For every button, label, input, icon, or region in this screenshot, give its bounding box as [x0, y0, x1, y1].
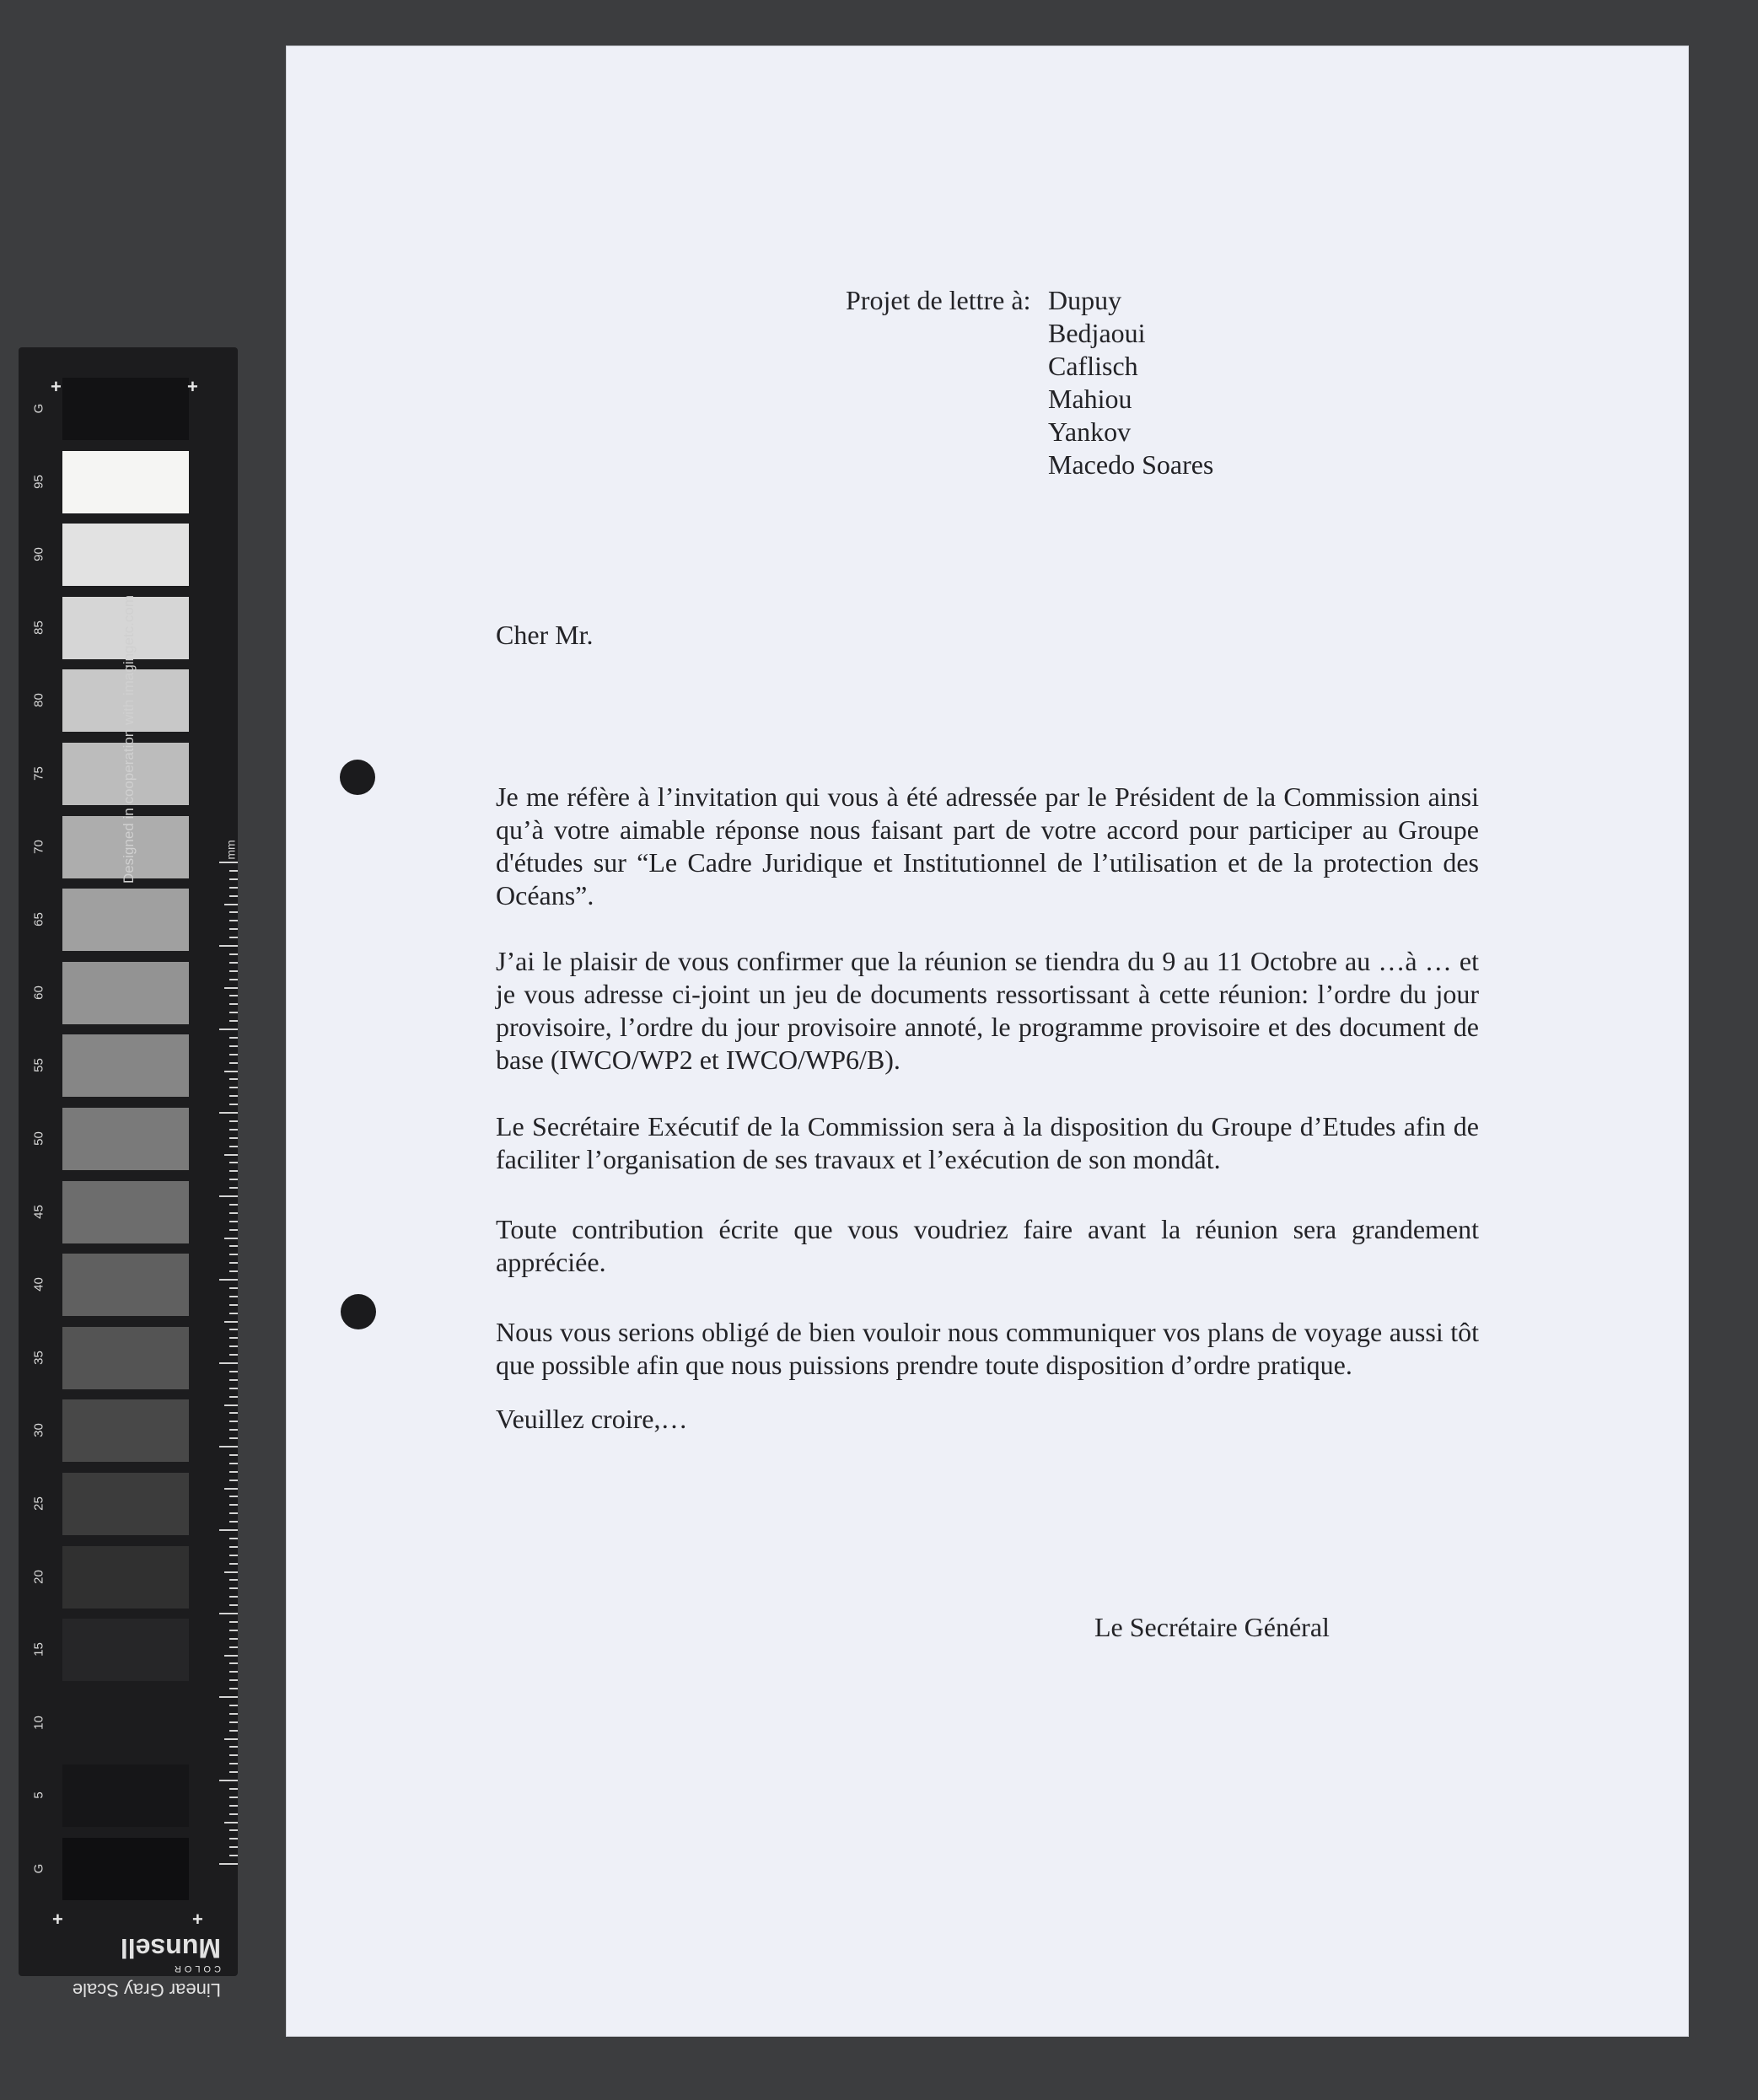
recipient: Macedo Soares [1048, 449, 1214, 480]
ruler-tick [229, 1721, 238, 1723]
ruler-tick [229, 1087, 238, 1088]
ruler-tick [229, 1512, 238, 1514]
gray-patch [62, 1034, 189, 1097]
ruler-tick [229, 1855, 238, 1856]
registration-mark: + [52, 1909, 63, 1930]
scale-number: 5 [31, 1791, 46, 1800]
ruler-tick [224, 1655, 238, 1657]
ruler-tick [219, 1613, 238, 1614]
ruler-tick [229, 1829, 238, 1831]
ruler-tick [229, 1313, 238, 1314]
ruler-tick [229, 1421, 238, 1422]
scale-number: 20 [31, 1569, 46, 1584]
ruler-tick [219, 1279, 238, 1281]
ruler-tick [229, 928, 238, 930]
ruler-tick [224, 1071, 238, 1072]
ruler-tick [229, 979, 238, 980]
ruler-tick [229, 995, 238, 996]
scale-name: Linear Gray Scale [72, 1979, 221, 2001]
ruler-tick [229, 1763, 238, 1764]
gray-patch [62, 1399, 189, 1462]
ruler-tick [229, 1245, 238, 1247]
gray-patch [62, 1181, 189, 1243]
paragraph: J’ai le plaisir de vous confirmer que la réunion se tiendra du 9 au 11 Octobre au …à … et je vous adresse ci-joint un jeu de documents ressortissant à cette réunion: l’ordre du jour provisoire, l’ordre du jour provisoire annoté, le programme provisoire et des document de base (IWCO/WP2 et IWCO/WP6/B). [496, 946, 1479, 1075]
paragraph: Toute contribution écrite que vous voudriez faire avant la réunion sera grandement appréciée. [496, 1214, 1479, 1277]
recipient: Caflisch [1048, 351, 1138, 381]
ruler-tick [229, 1437, 238, 1439]
salutation: Cher Mr. [496, 620, 594, 650]
gray-patch [62, 1546, 189, 1609]
brand-logo [52, 1932, 221, 1974]
ruler-tick [224, 1154, 238, 1156]
registration-mark: + [187, 376, 198, 397]
recipient: Bedjaoui [1048, 318, 1146, 348]
ruler-tick [229, 1187, 238, 1189]
ruler-tick [229, 970, 238, 972]
ruler-tick [229, 1262, 238, 1264]
gray-patch [62, 1327, 189, 1389]
ruler-tick [229, 1221, 238, 1222]
ruler-tick [229, 1813, 238, 1815]
ruler-tick [229, 1304, 238, 1306]
ruler-tick [229, 1045, 238, 1047]
ruler-tick [229, 1688, 238, 1689]
ruler-tick [229, 1120, 238, 1122]
ruler-tick [229, 1705, 238, 1706]
ruler-tick [219, 1780, 238, 1781]
gray-patch [62, 378, 189, 440]
ruler-tick [229, 1379, 238, 1381]
ruler-tick [229, 1104, 238, 1105]
ruler-tick [224, 1822, 238, 1823]
ruler-tick [229, 1454, 238, 1456]
ruler-unit: mm [223, 840, 238, 860]
ruler-tick [224, 1488, 238, 1490]
scale-number: 10 [31, 1715, 46, 1730]
ruler-tick [229, 1555, 238, 1556]
scale-number: 55 [31, 1058, 46, 1073]
ruler-tick [229, 1270, 238, 1272]
brand-name: Munsell [120, 1933, 221, 1963]
ruler-tick [229, 1345, 238, 1347]
ruler-tick [229, 1146, 238, 1147]
ruler-tick [229, 1412, 238, 1414]
scale-number: 30 [31, 1423, 46, 1438]
ruler-tick [219, 1696, 238, 1698]
scale-number: 15 [31, 1642, 46, 1657]
mm-ruler [218, 862, 238, 1873]
recipients-list [1048, 284, 1213, 481]
recipient: Dupuy [1048, 285, 1122, 315]
ruler-tick [229, 1212, 238, 1214]
scale-number: 70 [31, 839, 46, 854]
ruler-tick [229, 887, 238, 889]
punch-hole [340, 760, 375, 795]
ruler-tick [224, 1738, 238, 1740]
ruler-tick [229, 911, 238, 913]
ruler-tick [229, 1162, 238, 1163]
scale-number: 85 [31, 620, 46, 635]
ruler-tick [229, 1388, 238, 1389]
ruler-tick [219, 1112, 238, 1114]
ruler-tick [229, 1254, 238, 1255]
ruler-tick [229, 1496, 238, 1497]
scale-number: G [31, 403, 46, 414]
ruler-tick [229, 1480, 238, 1481]
ruler-tick [229, 1504, 238, 1506]
gray-patch [62, 1473, 189, 1535]
ruler-tick [229, 953, 238, 955]
gray-patch [62, 1254, 189, 1316]
ruler-tick [229, 1204, 238, 1206]
scale-number: 75 [31, 766, 46, 781]
ruler-tick [219, 1863, 238, 1865]
ruler-tick [229, 1596, 238, 1598]
ruler-tick [229, 1329, 238, 1330]
ruler-tick [229, 1429, 238, 1431]
ruler-tick [219, 1446, 238, 1447]
ruler-tick [229, 1179, 238, 1180]
ruler-tick [229, 1371, 238, 1372]
ruler-tick [229, 878, 238, 880]
scale-number: 50 [31, 1131, 46, 1146]
scale-number: 40 [31, 1277, 46, 1292]
scale-number: 45 [31, 1204, 46, 1219]
ruler-tick [229, 1579, 238, 1581]
gray-patch [62, 1108, 189, 1170]
ruler-tick [219, 1529, 238, 1531]
ruler-tick [229, 1713, 238, 1715]
gray-patch [62, 1692, 189, 1754]
scale-number: 60 [31, 985, 46, 1000]
ruler-tick [229, 1062, 238, 1064]
scale-number: 90 [31, 547, 46, 562]
scale-number: 80 [31, 693, 46, 708]
ruler-tick [229, 1587, 238, 1589]
scale-number: 35 [31, 1350, 46, 1365]
ruler-tick [229, 1354, 238, 1356]
ruler-tick [229, 1396, 238, 1398]
gray-patch [62, 451, 189, 513]
ruler-tick [224, 1238, 238, 1239]
ruler-tick [229, 1037, 238, 1039]
ruler-tick [229, 1805, 238, 1807]
ruler-tick [229, 1012, 238, 1013]
ruler-tick [219, 945, 238, 947]
ruler-tick [229, 1846, 238, 1848]
scale-number: 25 [31, 1496, 46, 1511]
ruler-tick [229, 895, 238, 897]
letter-page [287, 46, 1688, 2036]
brand-small: COLOR [170, 1963, 221, 1974]
ruler-tick [229, 1630, 238, 1631]
ruler-tick [224, 1571, 238, 1573]
card-credit: Designed in cooperation with imagingetc.com [121, 594, 137, 884]
ruler-tick [229, 1020, 238, 1022]
ruler-tick [229, 1838, 238, 1840]
ruler-tick [229, 1646, 238, 1648]
ruler-tick [229, 1754, 238, 1756]
gray-patch [62, 1619, 189, 1681]
paragraph: Nous vous serions obligé de bien vouloir nous communiquer vos plans de voyage aussi tôt que possible afin que nous puissions prendre toute disposition d’ordre pratique. [496, 1317, 1479, 1380]
gray-scale-card [19, 347, 238, 2001]
ruler-tick [229, 1730, 238, 1732]
ruler-tick [229, 1054, 238, 1055]
ruler-tick [224, 1404, 238, 1406]
ruler-tick [229, 1671, 238, 1673]
ruler-tick [229, 1679, 238, 1681]
ruler-tick [229, 1746, 238, 1748]
ruler-tick [229, 1771, 238, 1773]
scale-number: G [31, 1863, 46, 1874]
ruler-tick [229, 1078, 238, 1080]
ruler-tick [229, 1788, 238, 1790]
ruler-tick [229, 1797, 238, 1798]
recipient: Yankov [1048, 416, 1132, 447]
ruler-tick [229, 962, 238, 964]
card-brand [52, 1932, 221, 2001]
ruler-tick [229, 1662, 238, 1664]
recipient: Mahiou [1048, 384, 1132, 414]
ruler-tick [219, 862, 238, 863]
ruler-tick [229, 1563, 238, 1565]
registration-mark: + [51, 376, 62, 397]
ruler-tick [224, 904, 238, 905]
ruler-tick [229, 1229, 238, 1231]
ruler-tick [229, 937, 238, 938]
ruler-tick [229, 1003, 238, 1005]
ruler-tick [224, 987, 238, 989]
ruler-tick [229, 1129, 238, 1131]
ruler-tick [229, 920, 238, 921]
ruler-tick [229, 1471, 238, 1473]
ruler-tick [229, 870, 238, 872]
gray-patch [62, 1764, 189, 1827]
closing: Veuillez croire,… [496, 1404, 688, 1434]
scale-number: 65 [31, 912, 46, 927]
ruler-tick [229, 1538, 238, 1539]
ruler-tick [224, 1321, 238, 1323]
ruler-tick [229, 1337, 238, 1339]
ruler-tick [219, 1029, 238, 1030]
ruler-tick [229, 1521, 238, 1523]
recipients-label: Projet de lettre à: [846, 285, 1031, 315]
ruler-tick [229, 1095, 238, 1097]
paragraph: Le Secrétaire Exécutif de la Commission sera à la disposition du Groupe d’Etudes afin de faciliter l’organisation de ses travaux et l’exécution de son mondât. [496, 1111, 1479, 1174]
ruler-tick [229, 1287, 238, 1289]
ruler-tick [229, 1621, 238, 1623]
punch-hole [341, 1294, 376, 1329]
ruler-tick [229, 1546, 238, 1548]
ruler-tick [229, 1604, 238, 1606]
registration-mark: + [192, 1909, 203, 1930]
gray-patch [62, 1838, 189, 1900]
scale-number: 95 [31, 474, 46, 489]
signature: Le Secrétaire Général [1094, 1612, 1330, 1642]
ruler-tick [229, 1296, 238, 1297]
ruler-tick [229, 1170, 238, 1172]
ruler-tick [229, 1463, 238, 1464]
gray-patch [62, 962, 189, 1024]
ruler-tick [219, 1362, 238, 1364]
ruler-tick [219, 1195, 238, 1197]
ruler-tick [229, 1137, 238, 1139]
paragraph: Je me réfère à l’invitation qui vous à été adressée par le Président de la Commission ainsi qu’à votre aimable réponse nous faisant part de votre accord pour participer au Groupe d'études sur “Le Cadre Juridique et Institutionnel de l’utilisation et de la protection des Océans”. [496, 781, 1479, 910]
ruler-tick [229, 1638, 238, 1640]
